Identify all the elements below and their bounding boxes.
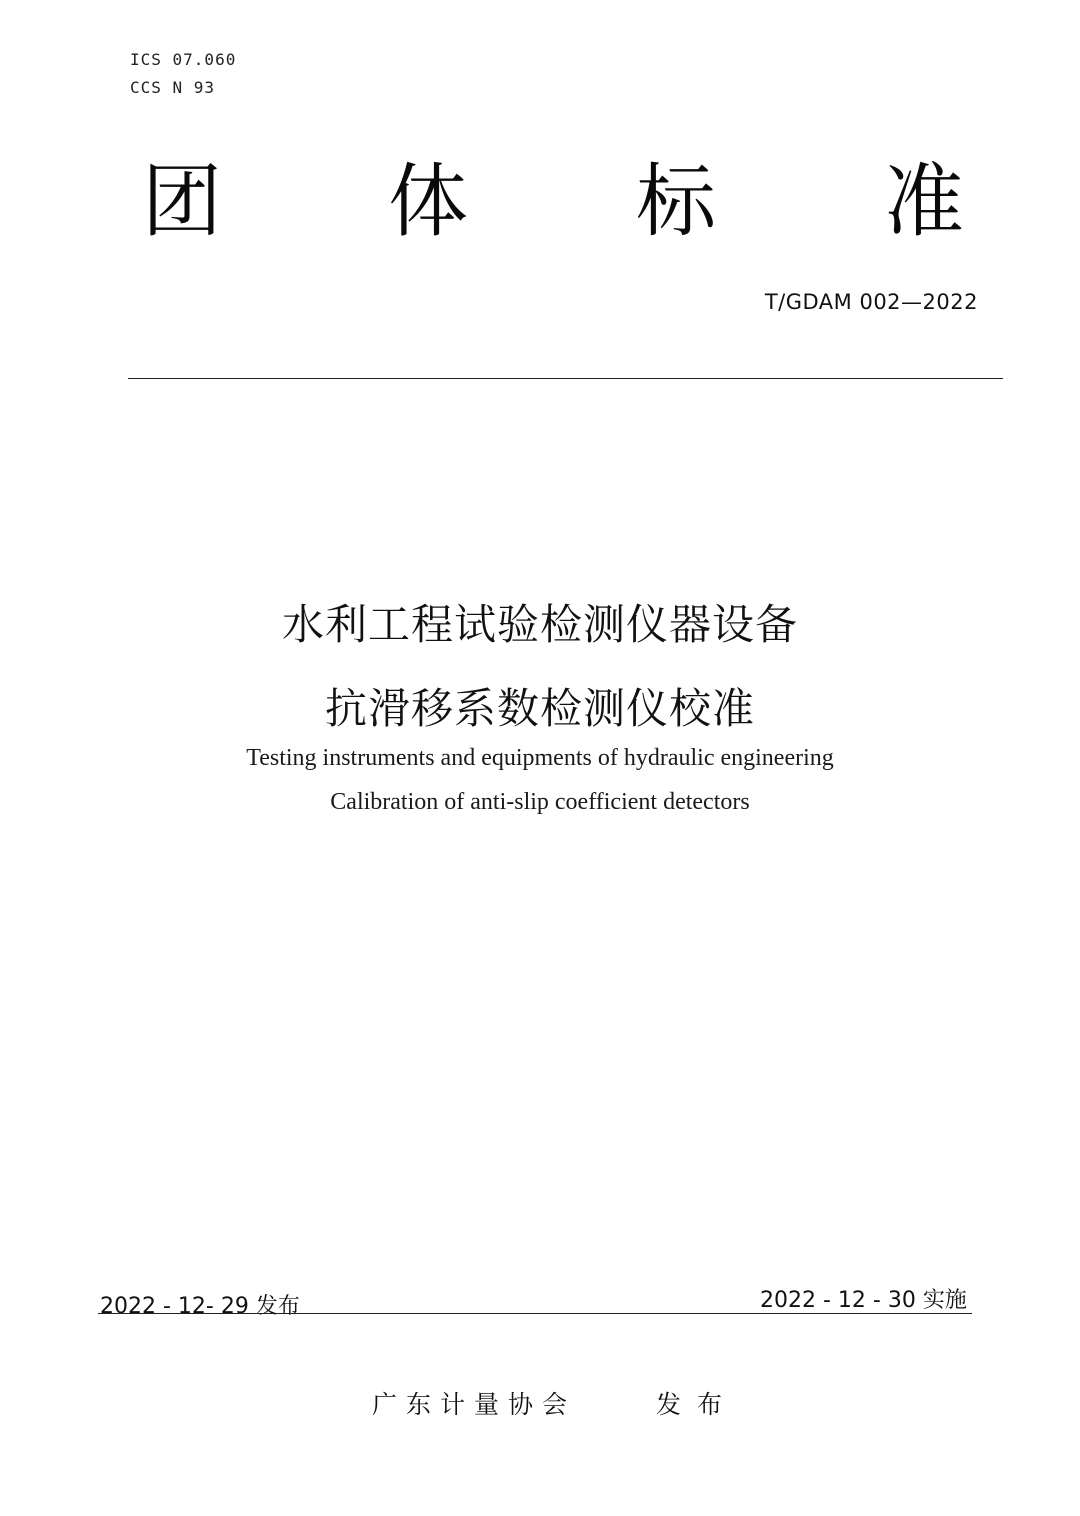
publish-date: 2022 - 12- 29 发布 (100, 1294, 300, 1319)
footer-divider (98, 1313, 972, 1314)
standard-type-char-2: 体 (388, 155, 468, 248)
english-title-line-1: Testing instruments and equipments of hydraulic engineering (246, 745, 834, 771)
standard-number: T/GDAM 002—2022 (764, 290, 978, 314)
ics-code: ICS 07.060 (130, 50, 237, 69)
implementation-date: 2022 - 12 - 30 实施 (760, 1288, 967, 1313)
publisher-name: 广东计量协会 (372, 1390, 577, 1419)
ccs-code: CCS N 93 (130, 78, 216, 97)
header-divider (128, 378, 1003, 379)
chinese-title-line-2: 抗滑移系数检测仪校准 (324, 684, 755, 733)
publish-label: 发布 (656, 1390, 739, 1419)
standard-type-char-1: 团 (142, 155, 222, 248)
standard-type-char-3: 标 (636, 155, 716, 248)
chinese-title-line-1: 水利工程试验检测仪器设备 (281, 600, 798, 649)
english-title-line-2: Calibration of anti-slip coefficient detectors (330, 789, 750, 815)
standard-type-char-4: 准 (884, 155, 964, 248)
